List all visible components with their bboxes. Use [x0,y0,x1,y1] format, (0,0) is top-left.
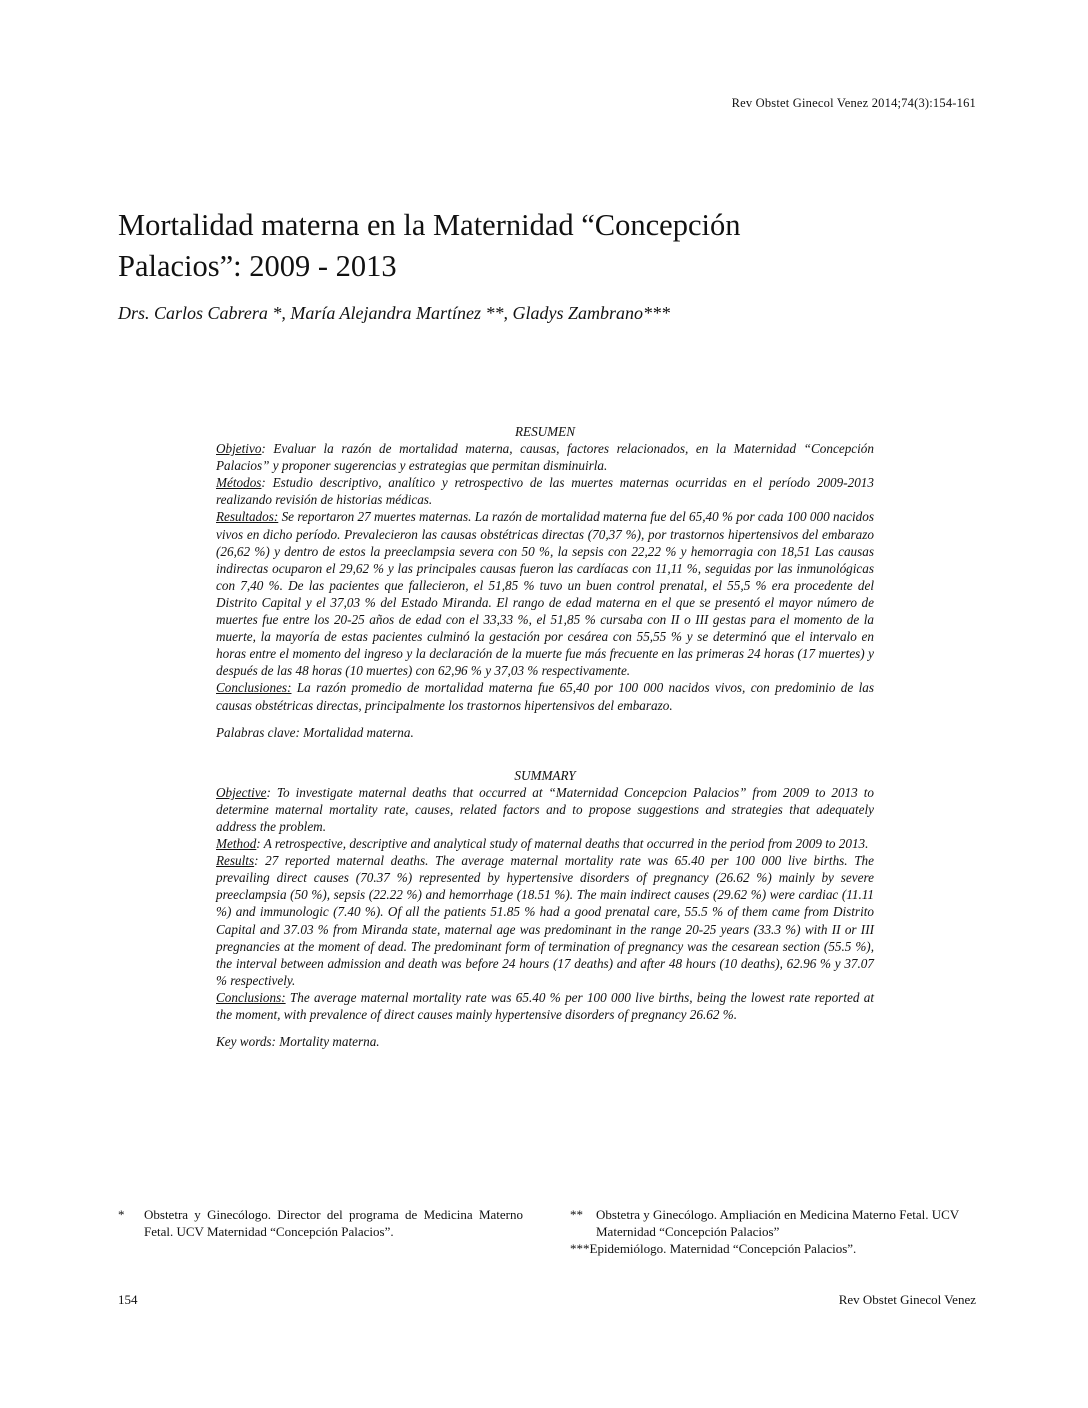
conclusiones-label: Conclusiones: [216,680,292,696]
abstract-block [216,423,874,1050]
summary-heading: SUMMARY [514,767,576,783]
journal-citation: Rev Obstet Ginecol Venez 2014;74(3):154-161 [731,96,976,110]
conclusions-label: Conclusions: [216,989,286,1005]
resumen-conclusiones [216,679,874,713]
conclusions-text: The average maternal mortality rate was 65.40 % per 100 000 live births, being the lowest rate reported at the moment, with prevalence of direct causes mainly hypertensive disorders of pregnancy 26.62 %. [216,989,874,1022]
footnote-3-text: ***Epidemiólogo. Maternidad “Concepción Palacios”. [570,1241,857,1256]
footnote-1-mark: * [118,1207,125,1222]
palabras-clave: Palabras clave: Mortalidad materna. [216,724,414,740]
metodos-text: : Estudio descriptivo, analítico y retrospectivo de las muertes maternas ocurridas en el período 2009-2013 realizando revisión de historias médicas. [216,475,874,508]
footnote-1-text: Obstetra y Ginecólogo. Director del programa de Medicina Materno Fetal. UCV Maternidad “Concepción Palacios”. [144,1207,523,1239]
title-line-1: Mortalidad materna en la Maternidad “Concepción [118,208,741,242]
resumen-resultados [216,508,874,679]
objetivo-label: Objetivo [216,441,262,457]
summary-objective [216,784,874,835]
method-label: Method [216,836,257,852]
footnote-2-text: Obstetra y Ginecólogo. Ampliación en Medicina Materno Fetal. UCV Maternidad “Concepción Palacios” [596,1207,959,1239]
author-list: Drs. Carlos Cabrera *, María Alejandra Martínez **, Gladys Zambrano*** [118,303,671,323]
article-title [118,205,958,287]
footnote-2-mark: ** [570,1207,583,1222]
summary-method [216,835,874,852]
objective-label: Objective [216,784,267,800]
resultados-text: Se reportaron 27 muertes maternas. La razón de mortalidad materna fue del 65,40 % por cada 100 000 nacidos vivos en dicho período. Prevalecieron las causas obstétricas directas (70,37 %), por trastornos hipertensivos del embarazo (26,62 %) y dentro de estos la preeclampsia severa con 50 %, la sepsis con 22,22 % y hemorragia con 18,51 Las causas indirectas ocuparon el 29,62 % y las principales causas fueron las cardíacas con 11,11 %, seguidas por las inmunológicas con 7,40 %. De las pacientes que fallecieron, el 51,85 % tuvo un buen control prenatal, el 55,5 % era procedente del Distrito Capital y el 37,03 % del Estado Miranda. El rango de edad materna en el que se presentó el mayor número de muertes fue entre los 20-25 años de edad con el 33,33 %, el 51,85 % cursaba con II o III gestas para el momento de la muerte, la mayoría de estas pacientes culminó la gestación por cesárea con 55,55 % y se determinó que el intervalo en horas entre el momento del ingreso y la declaración de la muerte fue más frecuente en las primeras 24 horas (17 muertes) y después de las 48 horas (10 muertes) con 62,96 % y 37,03 % respectivamente. [216,509,875,679]
objetivo-text: : Evaluar la razón de mortalidad materna, causas, factores relacionados, en la Maternidad “Concepción Palacios” y proponer sugerencias y estrategias que permitan disminuirla. [216,441,874,474]
resultados-label: Resultados: [216,509,279,525]
resumen-metodos [216,474,874,508]
title-line-2: Palacios”: 2009 - 2013 [118,249,397,283]
footnote-left [118,1206,523,1240]
footnote-2 [570,1206,975,1240]
footnote-3 [570,1240,975,1257]
objective-text: : To investigate maternal deaths that occurred at “Maternidad Concepcion Palacios” from 2009 to 2013 to determine maternal mortality rate, causes, related factors and to propose suggestions and strategies that adequately address the problem. [216,784,874,834]
metodos-label: Métodos [216,475,262,491]
resumen-heading: RESUMEN [514,424,576,439]
conclusiones-text: La razón promedio de mortalidad materna fue 65,40 por 100 000 nacidos vivos, con predominio de las causas obstétricas directas, principalmente los trastornos hipertensivos del embarazo. [216,680,874,713]
footnote-1 [118,1206,523,1240]
method-text: : A retrospective, descriptive and analytical study of maternal deaths that occurred in the period from 2009 to 2013. [256,836,869,852]
page-number: 154 [118,1292,138,1307]
resumen-objetivo [216,440,874,474]
running-footer: Rev Obstet Ginecol Venez [838,1292,976,1307]
key-words: Key words: Mortality materna. [216,1034,380,1050]
results-label: Results [216,853,255,869]
results-text: : 27 reported maternal deaths. The average maternal mortality rate was 65.40 per 100 000 live births. The prevailing direct causes (70.37 %) represented by hypertensive disorders of pregnancy (26.62 %) mainly by severe preeclampsia (50 %), sepsis (22.22 %) and hemorrhage (18.51 %). The main indirect causes (29.62 %) were cardiac (11.11 %) and immunologic (7.40 %). Of all the patients 51.85 % had a good prenatal care, 55.5 % of them came from Distrito Capital and 37.03 % from Miranda state, maternal age was predominant in the range 20-25 years (33.3 %) with II or III pregnancies at the moment of dead. The predominant form of termination of pregnancy was the cesarean section (55.5 %), the interval between admission and death was before 24 hours (17 deaths) and after 48 hours (10 deaths), 62.96 % y 37.07 % respectively. [216,853,874,988]
summary-results [216,852,874,989]
footnote-right [570,1206,975,1257]
summary-conclusions [216,989,874,1023]
